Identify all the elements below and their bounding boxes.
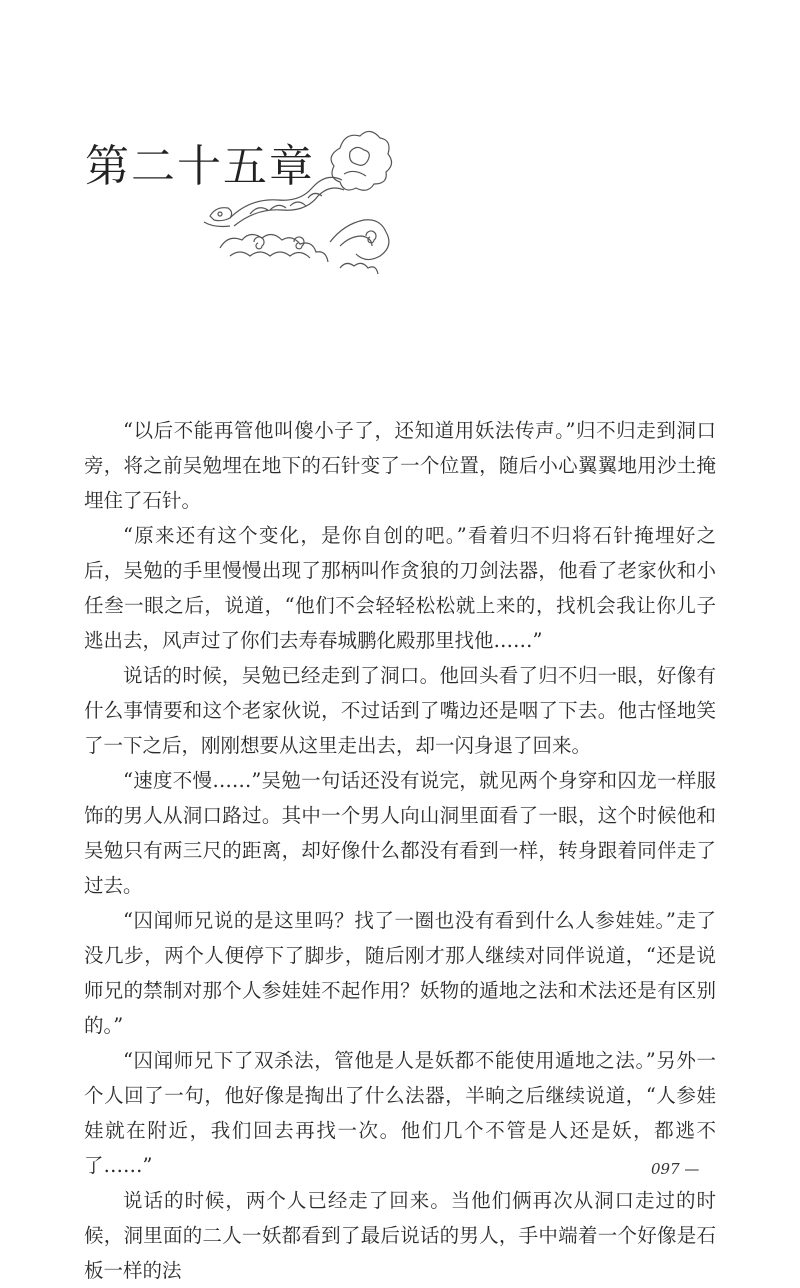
paragraph: “以后不能再管他叫傻小子了，还知道用妖法传声。”归不归走到洞口旁，将之前吴勉埋在地下的石针变了一个位置，随后小心翼翼地用沙土掩埋住了石针。 xyxy=(84,419,716,512)
paragraph: “囚闻师兄下了双杀法，管他是人是妖都不能使用遁地之法。”另外一个人回了一句，他好像是掏出了什么法器，半晌之后继续说道，“人参娃娃就在附近，我们回去再找一次。他们几个不管是人还是妖，都逃不了……” xyxy=(84,1049,716,1177)
paragraph: “囚闻师兄说的是这里吗？找了一圈也没有看到什么人参娃娃。”走了没几步，两个人便停下了脚步，随后刚才那人继续对同伴说道，“还是说师兄的禁制对那个人参娃娃不起作用？妖物的遁地之法和术法还是有区别的。” xyxy=(84,909,716,1037)
paragraph: “原来还有这个变化，是你自创的吧。”看着归不归将石针掩埋好之后，吴勉的手里慢慢出现了那柄叫作贪狼的刀剑法器，他看了老家伙和小任叁一眼之后，说道，“他们不会轻轻松松就上来的，找机会我让你儿子逃出去，风声过了你们去寿春城鹏化殿那里找他……” xyxy=(84,524,716,652)
paragraph: “速度不慢……”吴勉一句话还没有说完，就见两个身穿和囚龙一样服饰的男人从洞口路过。其中一个男人向山洞里面看了一眼，这个时候他和吴勉只有两三尺的距离，却好像什么都没有看到一样，转身跟着同伴走了过去。 xyxy=(84,769,716,897)
cloud-dragon-ornament xyxy=(190,118,400,278)
paragraph: 说话的时候，两个人已经走了回来。当他们俩再次从洞口走过的时候，洞里面的二人一妖都看到了最后说话的男人，手中端着一个好像是石板一样的法 xyxy=(84,1189,716,1282)
paragraph: 说话的时候，吴勉已经走到了洞口。他回头看了归不归一眼，好像有什么事情要和这个老家伙说，不过话到了嘴边还是咽了下去。他古怪地笑了一下之后，刚刚想要从这里走出去，却一闪身退了回来。 xyxy=(84,664,716,757)
page-number: 097 — xyxy=(651,1160,700,1178)
body-text xyxy=(84,413,716,1288)
chapter-title: 第二十五章 xyxy=(85,141,315,192)
